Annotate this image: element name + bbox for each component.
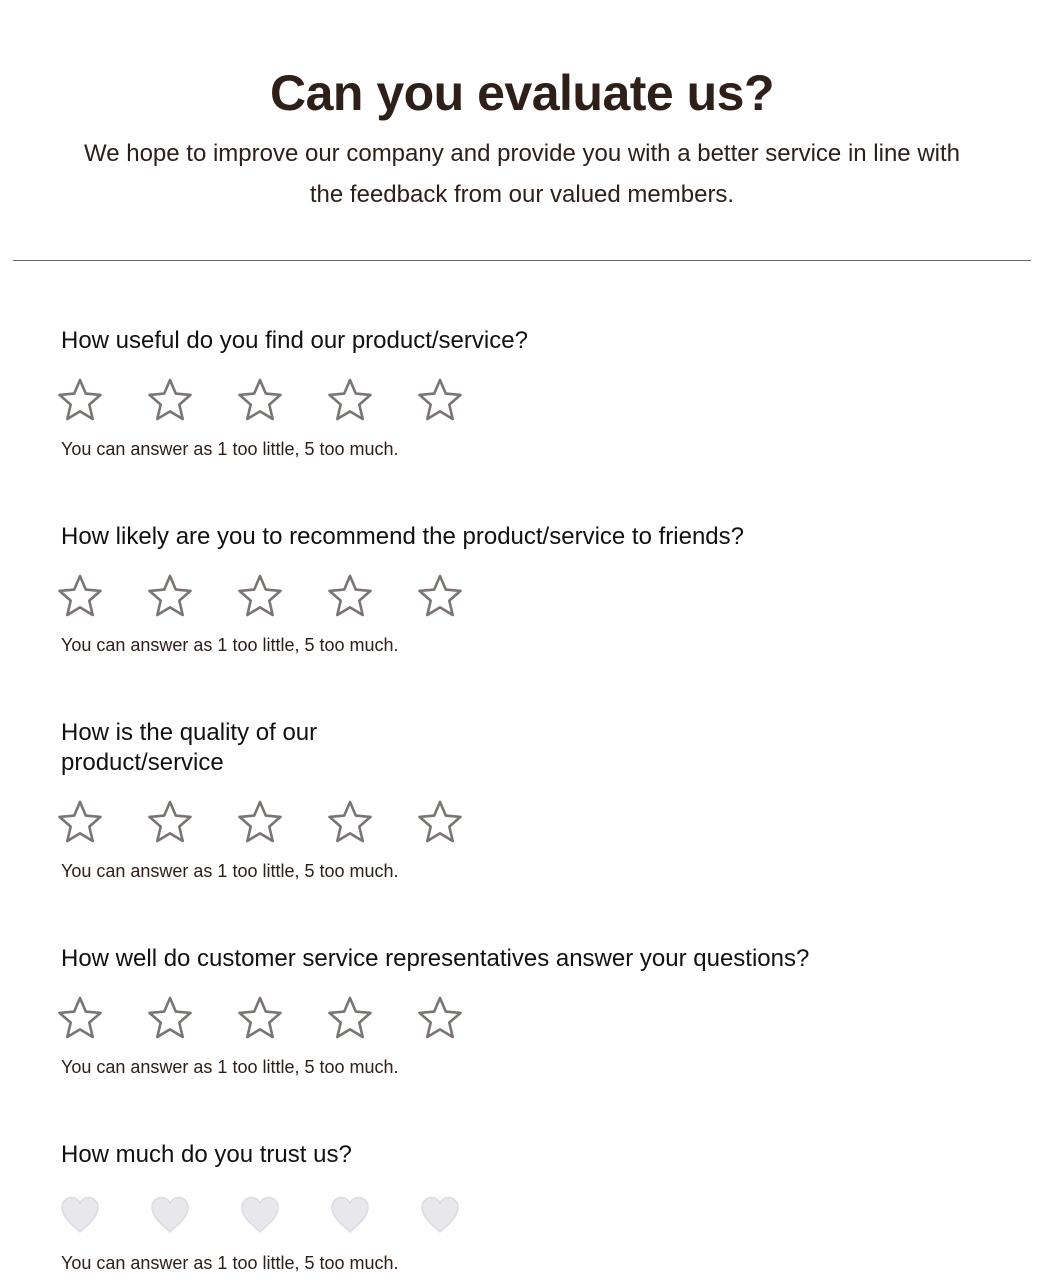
- star-outline-icon: [146, 798, 194, 846]
- star-outline-icon: [326, 994, 374, 1042]
- star-outline-icon: [146, 994, 194, 1042]
- question-customer-service: [61, 944, 809, 1078]
- question-label: How well do customer service representatives answer your questions?: [61, 945, 810, 972]
- rating-option-2[interactable]: [146, 994, 194, 1042]
- question-hint: You can answer as 1 too little, 5 too much.: [61, 635, 399, 655]
- heart-rating: [56, 1190, 464, 1238]
- page-title: Can you evaluate us?: [269, 65, 775, 121]
- question-hint: You can answer as 1 too little, 5 too much.: [61, 861, 399, 881]
- star-outline-icon: [326, 798, 374, 846]
- heart-icon: [236, 1190, 284, 1238]
- question-trust: [61, 1140, 464, 1274]
- heart-icon: [416, 1190, 464, 1238]
- star-outline-icon: [56, 798, 104, 846]
- header-divider: [13, 260, 1031, 261]
- question-usefulness: [61, 326, 528, 460]
- rating-option-4[interactable]: [326, 798, 374, 846]
- star-outline-icon: [416, 376, 464, 424]
- star-rating: [56, 994, 809, 1042]
- rating-option-5[interactable]: [416, 798, 464, 846]
- star-outline-icon: [326, 572, 374, 620]
- rating-option-3[interactable]: [236, 994, 284, 1042]
- rating-option-1[interactable]: [56, 994, 104, 1042]
- star-outline-icon: [236, 572, 284, 620]
- rating-option-1[interactable]: [56, 572, 104, 620]
- rating-option-1[interactable]: [56, 1190, 104, 1238]
- rating-option-4[interactable]: [326, 376, 374, 424]
- question-label: How likely are you to recommend the product/service to friends?: [61, 523, 744, 550]
- rating-option-3[interactable]: [236, 798, 284, 846]
- question-label: How useful do you find our product/service?: [61, 327, 528, 354]
- star-outline-icon: [416, 572, 464, 620]
- question-quality: [61, 718, 464, 882]
- rating-option-5[interactable]: [416, 994, 464, 1042]
- star-outline-icon: [56, 994, 104, 1042]
- heart-icon: [56, 1190, 104, 1238]
- rating-option-4[interactable]: [326, 572, 374, 620]
- rating-option-4[interactable]: [326, 1190, 374, 1238]
- question-label: How much do you trust us?: [61, 1141, 352, 1168]
- question-label: How is the quality of our product/service: [61, 719, 318, 776]
- rating-option-3[interactable]: [236, 572, 284, 620]
- star-outline-icon: [146, 572, 194, 620]
- rating-option-2[interactable]: [146, 572, 194, 620]
- rating-option-4[interactable]: [326, 994, 374, 1042]
- question-hint: You can answer as 1 too little, 5 too much.: [61, 439, 399, 459]
- star-outline-icon: [56, 572, 104, 620]
- heart-icon: [326, 1190, 374, 1238]
- star-outline-icon: [236, 994, 284, 1042]
- star-rating: [56, 798, 464, 846]
- rating-option-3[interactable]: [236, 376, 284, 424]
- rating-option-2[interactable]: [146, 798, 194, 846]
- star-rating: [56, 572, 744, 620]
- star-rating: [56, 376, 528, 424]
- question-hint: You can answer as 1 too little, 5 too much.: [61, 1253, 399, 1273]
- rating-option-3[interactable]: [236, 1190, 284, 1238]
- rating-option-2[interactable]: [146, 1190, 194, 1238]
- rating-option-1[interactable]: [56, 798, 104, 846]
- question-recommend: [61, 522, 744, 656]
- star-outline-icon: [236, 376, 284, 424]
- star-outline-icon: [326, 376, 374, 424]
- rating-option-2[interactable]: [146, 376, 194, 424]
- rating-option-5[interactable]: [416, 572, 464, 620]
- rating-option-5[interactable]: [416, 1190, 464, 1238]
- question-hint: You can answer as 1 too little, 5 too much.: [61, 1057, 399, 1077]
- rating-option-5[interactable]: [416, 376, 464, 424]
- star-outline-icon: [146, 376, 194, 424]
- star-outline-icon: [416, 798, 464, 846]
- form-header: [0, 62, 1044, 215]
- star-outline-icon: [56, 376, 104, 424]
- star-outline-icon: [236, 798, 284, 846]
- heart-icon: [146, 1190, 194, 1238]
- page-subtitle: We hope to improve our company and provide you with a better service in line with the feedback from our valued members.: [83, 140, 960, 208]
- rating-option-1[interactable]: [56, 376, 104, 424]
- star-outline-icon: [416, 994, 464, 1042]
